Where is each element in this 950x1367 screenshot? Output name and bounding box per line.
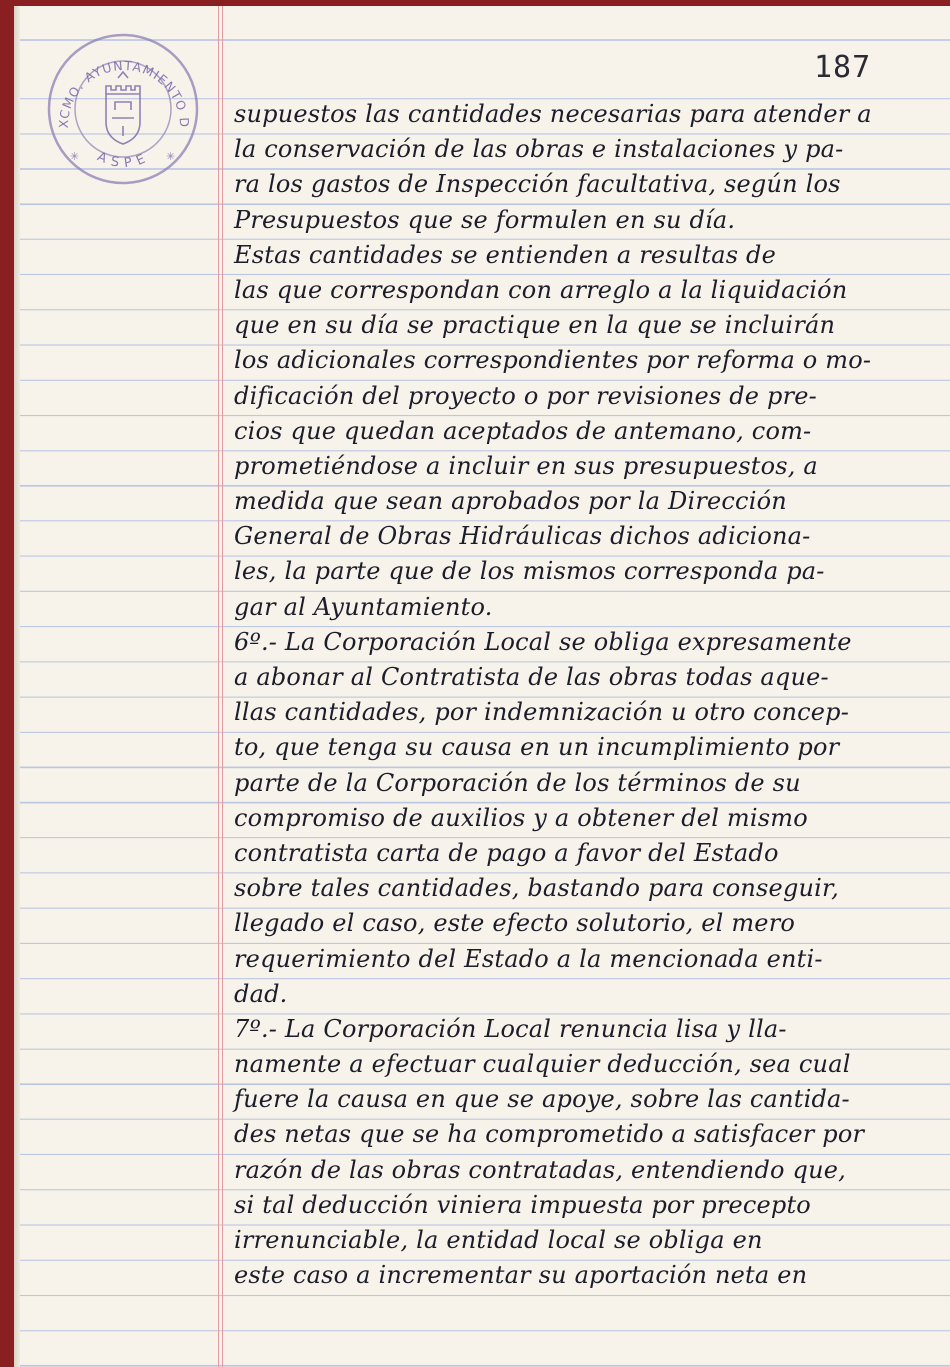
text-line: to, que tenga su causa en un incumplimiento por [234,733,840,762]
seal-stamp-icon [44,30,202,188]
svg-text:ASPE: ASPE [94,149,154,172]
municipal-seal [44,30,202,188]
text-line: contratista carta de pago a favor del Estado [234,838,779,867]
text-line: General de Obras Hidráulicas dichos adiciona- [234,522,811,551]
text-line: des netas que se ha comprometido a satisfacer por [234,1120,865,1149]
text-line: namente a efectuar cualquier deducción, sea cual [234,1050,851,1079]
margin-rule [218,6,219,1367]
text-line: dificación del proyecto o por revisiones de pre- [234,381,817,410]
text-line: requerimiento del Estado a la mencionada enti- [234,944,823,973]
text-line: parte de la Corporación de los términos de su [234,768,801,797]
text-line: compromiso de auxilios y a obtener del mismo [234,803,808,832]
text-line: este caso a incrementar su aportación neta en [234,1261,808,1290]
text-line: les, la parte que de los mismos corresponda pa- [234,557,825,586]
text-line: Estas cantidades se entienden a resultas de [234,240,777,269]
page-binding-edge [14,6,20,1367]
text-line: sobre tales cantidades, bastando para conseguir, [234,874,839,903]
text-line: fuere la causa en que se apoye, sobre las cantida- [234,1085,850,1114]
text-line: llas cantidades, por indemnización u otro concep- [234,698,850,727]
text-line: razón de las obras contratadas, entendiendo que, [234,1155,846,1184]
text-line: 6º.- La Corporación Local se obliga expresamente [234,627,852,656]
text-line: supuestos las cantidades necesarias para atender a [234,100,872,128]
svg-text:EXCMO. AYUNTAMIENTO DE: XCMO. AYUNTAMIENTO D [55,57,193,129]
text-line: que en su día se practique en la que se incluirán [234,311,836,340]
text-line: gar al Ayuntamiento. [234,592,493,621]
text-line: las que correspondan con arreglo a la liquidación [234,275,848,304]
margin-rule [222,6,223,1367]
text-line: medida que sean aprobados por la Dirección [234,487,787,516]
text-line: la conservación de las obras e instalaciones y pa- [234,135,844,164]
page-number: 187 [814,50,872,85]
text-line: 7º.- La Corporación Local renuncia lisa y lla- [234,1014,787,1043]
text-line: prometiéndose a incluir en sus presupuestos, a [234,451,818,480]
text-line: cios que quedan aceptados de antemano, com- [234,416,812,445]
text-line: los adicionales correspondientes por reforma o mo- [234,346,872,375]
document-page [14,6,950,1367]
svg-text:✳: ✳ [70,150,80,163]
svg-text:✳: ✳ [166,150,176,163]
text-line: si tal deducción viniera impuesta por precepto [234,1190,811,1219]
text-line: Presupuestos que se formulen en su día. [234,205,736,234]
text-line: ra los gastos de Inspección facultativa, según los [234,170,841,199]
text-line: dad. [234,979,288,1008]
text-line: a abonar al Contratista de las obras todas aque- [234,663,829,691]
text-line: llegado el caso, este efecto solutorio, el mero [234,909,796,938]
text-line: irrenunciable, la entidad local se obliga en [234,1226,763,1254]
handwritten-text-block [234,97,924,1293]
